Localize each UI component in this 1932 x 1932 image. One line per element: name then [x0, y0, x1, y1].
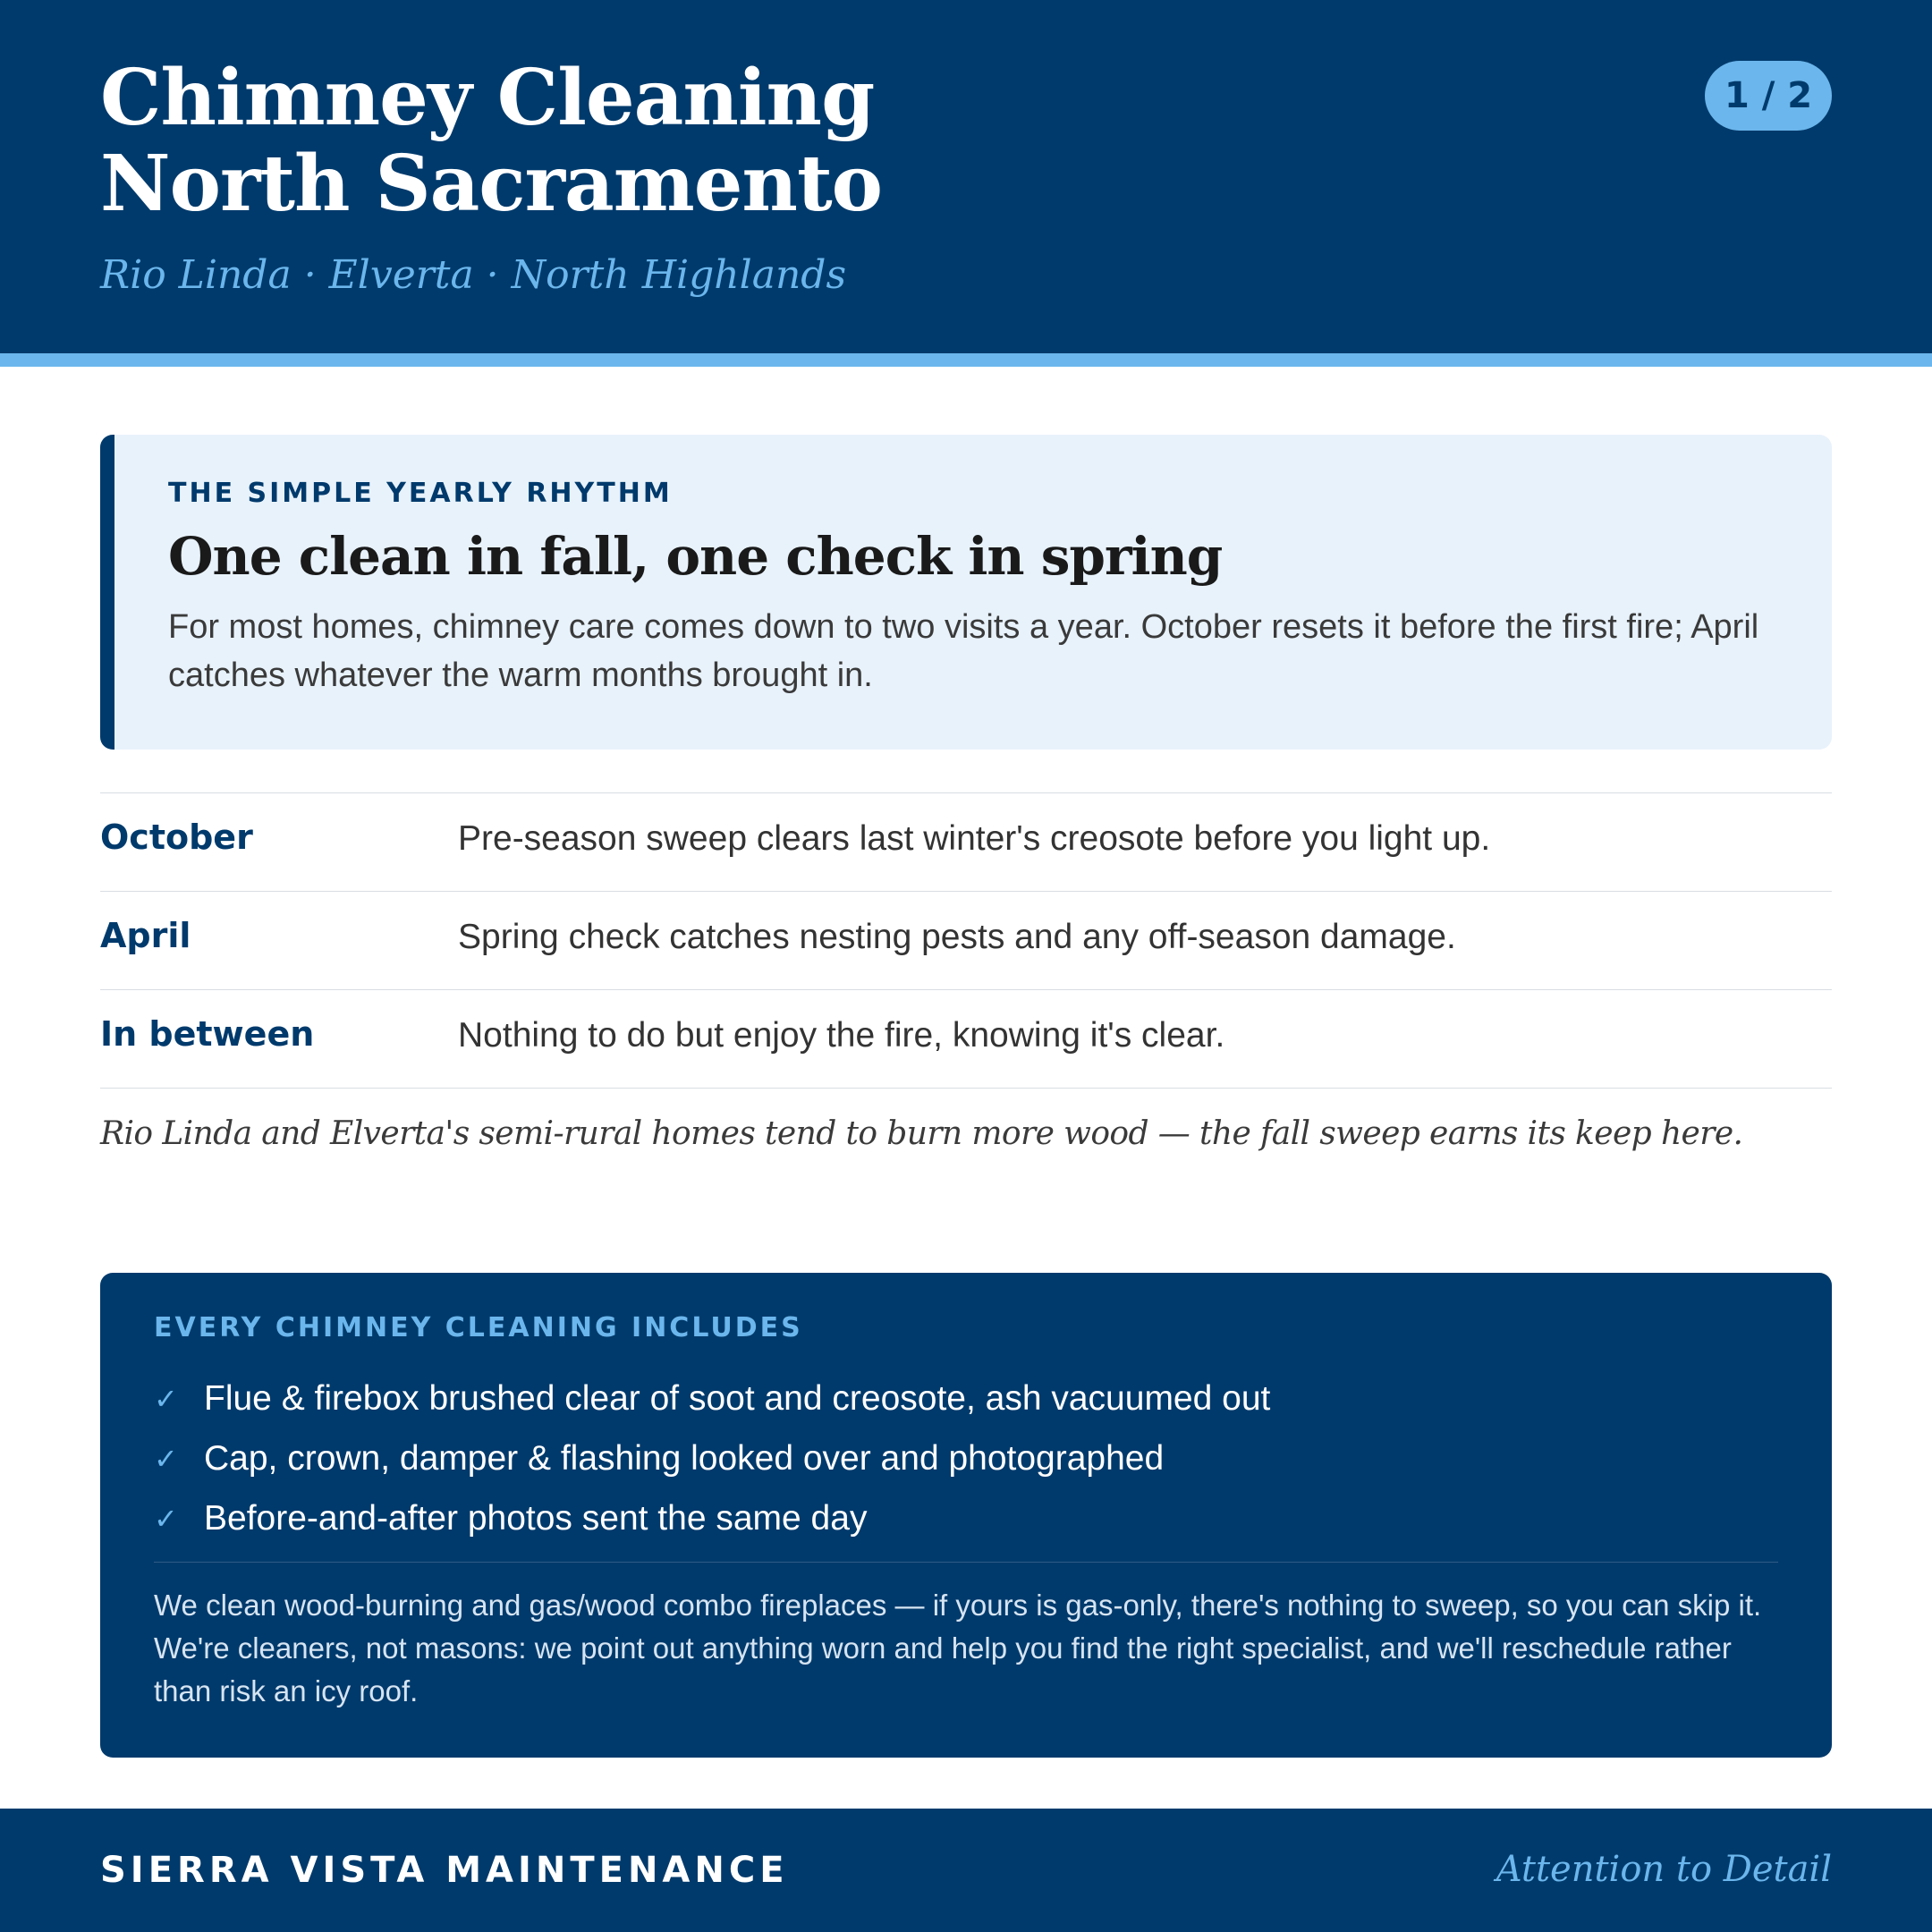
rhythm-eyebrow: THE SIMPLE YEARLY RHYTHM — [168, 478, 673, 509]
checkmark-icon: ✓ — [154, 1502, 178, 1536]
schedule-row-in-between — [100, 989, 1832, 1089]
include-text: Cap, crown, damper & flashing looked over and photographed — [204, 1439, 1165, 1478]
local-note: Rio Linda and Elverta's semi-rural homes tend to burn more wood — the fall sweep earns its keep here. — [100, 1115, 1743, 1152]
checkmark-icon: ✓ — [154, 1382, 178, 1416]
include-text: Flue & firebox brushed clear of soot and creosote, ash vacuumed out — [204, 1379, 1271, 1418]
schedule-label: In between — [100, 1014, 315, 1054]
schedule-row-april — [100, 891, 1832, 989]
title-line-1: Chimney Cleaning — [100, 53, 875, 143]
brand-tagline: Attention to Detail — [1496, 1849, 1832, 1890]
header-accent-stripe — [0, 353, 1932, 367]
checkmark-icon: ✓ — [154, 1442, 178, 1476]
include-text: Before-and-after photos sent the same day — [204, 1499, 868, 1538]
page-indicator-badge: 1 / 2 — [1705, 61, 1832, 131]
yearly-rhythm-callout — [100, 435, 1832, 750]
includes-divider — [154, 1562, 1778, 1563]
page-title — [100, 55, 882, 227]
schedule-description: Nothing to do but enjoy the fire, knowing it's clear. — [458, 1016, 1225, 1055]
includes-card — [100, 1273, 1832, 1758]
header-banner — [0, 0, 1932, 353]
title-line-2: North Sacramento — [100, 139, 883, 229]
schedule-row-october — [100, 792, 1832, 891]
schedule-label: October — [100, 818, 253, 857]
brand-name: SIERRA VISTA MAINTENANCE — [100, 1850, 789, 1891]
footer-bar — [0, 1809, 1932, 1932]
rhythm-heading: One clean in fall, one check in spring — [168, 526, 1223, 587]
callout-accent-bar — [100, 435, 114, 750]
includes-disclaimer: We clean wood-burning and gas/wood combo fireplaces — if yours is gas-only, there's nothing to sweep, so you can skip it. We're cleaners, not masons: we point out anything worn and help you find the right specialist, and we'll reschedule rather than risk an icy roof. — [154, 1589, 1762, 1707]
schedule-table — [100, 792, 1832, 1089]
schedule-description: Pre-season sweep clears last winter's creosote before you light up. — [458, 819, 1491, 858]
schedule-description: Spring check catches nesting pests and any off-season damage. — [458, 918, 1456, 956]
schedule-label: April — [100, 916, 191, 955]
rhythm-body: For most homes, chimney care comes down to two visits a year. October resets it before the first fire; April catches whatever the warm months brought in. — [168, 608, 1759, 694]
service-areas-subtitle: Rio Linda · Elverta · North Highlands — [100, 252, 847, 298]
includes-eyebrow: EVERY CHIMNEY CLEANING INCLUDES — [154, 1312, 803, 1343]
